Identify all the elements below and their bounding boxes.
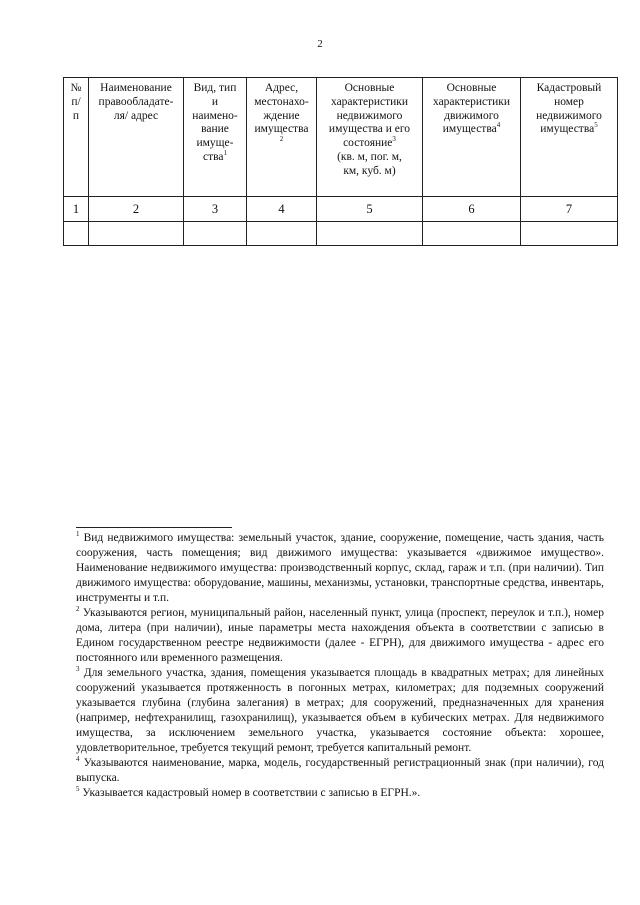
header-line: (кв. м, пог. м, — [337, 150, 402, 163]
header-cell — [423, 78, 521, 197]
header-line: имуще- — [196, 137, 234, 150]
footnote-ref: 4 — [496, 121, 501, 130]
footnote-ref-line — [249, 137, 314, 151]
header-line: п/ — [71, 95, 81, 108]
header-line: недвижимого — [536, 109, 602, 122]
header-line: ля/ адрес — [113, 109, 159, 122]
header-line: движимого — [444, 109, 499, 122]
footnote-2 — [76, 606, 604, 666]
header-line: Вид, тип — [193, 82, 237, 94]
footnote-4 — [76, 756, 604, 786]
table-row-empty — [64, 222, 618, 246]
table-cell — [247, 222, 317, 246]
footnote-text: Указываются регион, муниципальный район, населенный пункт, улица (проспект, переулок и т.п.), номер дома, литера (при наличии), иные параметры места нахождения объекта в соответствии с записью в Едином государственном реестре недвижимости (далее - ЕГРН), для движимого имущества - адрес его постоянного или временного размещения. — [76, 607, 604, 664]
column-number-cell: 5 — [317, 197, 423, 222]
header-line: п — [72, 109, 80, 122]
header-line: правообладате- — [98, 95, 174, 108]
column-number-cell: 6 — [423, 197, 521, 222]
footnote-ref: 1 — [223, 149, 227, 158]
header-line: номер — [554, 95, 584, 108]
header-cell — [89, 78, 184, 197]
footnote-text: Вид недвижимого имущества: земельный участок, здание, сооружение, помещение, часть здания, часть сооружения, часть помещения; вид движимого имущества: указывается «движимое имущество». Наименование недвижимого имущества: производственный корпус, склад, гараж и т.п. (при наличии). Тип движимого имущества: оборудование, машины, механизмы, установки, транспортные средства, инвентарь, инструменты и т.п. — [76, 532, 604, 604]
footnote-ref: 5 — [594, 121, 598, 130]
header-line: Адрес, — [264, 82, 299, 94]
footnote-text: Для земельного участка, здания, помещения указывается площадь в квадратных метрах; для линейных сооружений указывается протяженность в погонных метрах, километрах; для подземных сооружений указывается глубина (глубина залегания) в метрах; для сооружений, предназначенных для хранения (например, нефтехранилищ, газохранилищ), указывается объем в кубических метрах. Для недвижимого имущества, за исключением земельного участка, указывается состояние объекта: хорошее, удовлетворительное, требуется текущий ремонт, требуется капитальный ремонт. — [76, 667, 604, 754]
table-cell — [89, 222, 184, 246]
property-table — [63, 77, 618, 246]
footnotes — [76, 531, 604, 801]
header-line: Наименование — [100, 82, 172, 94]
header-line: недвижимого — [336, 109, 403, 122]
header-cell — [317, 78, 423, 197]
footnote-mark: 5 — [76, 785, 80, 794]
header-line: состояние$^3$ — [343, 135, 396, 150]
header-line: № — [70, 82, 82, 94]
footnote-text: Указывается кадастровый номер в соответствии с записью в ЕГРН.». — [82, 787, 421, 799]
footnote-5 — [76, 786, 604, 801]
header-line: имущества — [254, 123, 309, 136]
header-line: ства$^1$ — [202, 149, 227, 163]
footnote-mark: 3 — [76, 665, 80, 674]
column-number-cell: 7 — [521, 197, 618, 222]
header-line: имущества$^4$ — [442, 121, 501, 136]
table-cell — [184, 222, 247, 246]
footnote-separator — [76, 527, 232, 528]
table-cell — [521, 222, 618, 246]
footnote-text: Указываются наименование, марка, модель, государственный регистрационный знак (при наличии), год выпуска. — [76, 757, 605, 784]
header-line: характеристики — [330, 95, 409, 108]
page-number: 2 — [317, 38, 323, 50]
column-number-row — [64, 197, 618, 222]
header-line: Кадастровый — [536, 82, 602, 94]
header-cell — [247, 78, 317, 197]
table-cell — [64, 222, 89, 246]
header-line: Основные — [344, 82, 395, 94]
header-line: характеристики — [432, 95, 511, 108]
footnote-mark: 1 — [76, 530, 80, 539]
header-line: км, куб. м) — [343, 164, 396, 177]
table-cell — [423, 222, 521, 246]
table-header-row — [64, 78, 618, 197]
header-line: и — [211, 95, 219, 108]
header-line: местонахо- — [254, 95, 309, 108]
footnote-ref: 3 — [392, 135, 396, 144]
column-number-cell: 3 — [184, 197, 247, 222]
column-number-cell: 1 — [64, 197, 89, 222]
table-cell — [317, 222, 423, 246]
footnote-mark: 2 — [76, 605, 80, 614]
footnote-ref: 2 — [279, 135, 284, 144]
header-line: вание — [201, 123, 229, 136]
header-cell — [184, 78, 247, 197]
header-line: Основные — [446, 82, 497, 94]
header-line: имущества$^5$ — [540, 121, 598, 136]
footnote-1 — [76, 531, 604, 606]
footnote-3 — [76, 666, 604, 756]
column-number-cell: 2 — [89, 197, 184, 222]
header-line: наимено- — [192, 109, 238, 122]
header-line: ждение — [263, 109, 300, 122]
header-cell — [521, 78, 618, 197]
column-number-cell: 4 — [247, 197, 317, 222]
header-line: имущества и его — [328, 123, 411, 136]
footnote-mark: 4 — [76, 755, 80, 764]
header-cell — [64, 78, 89, 197]
